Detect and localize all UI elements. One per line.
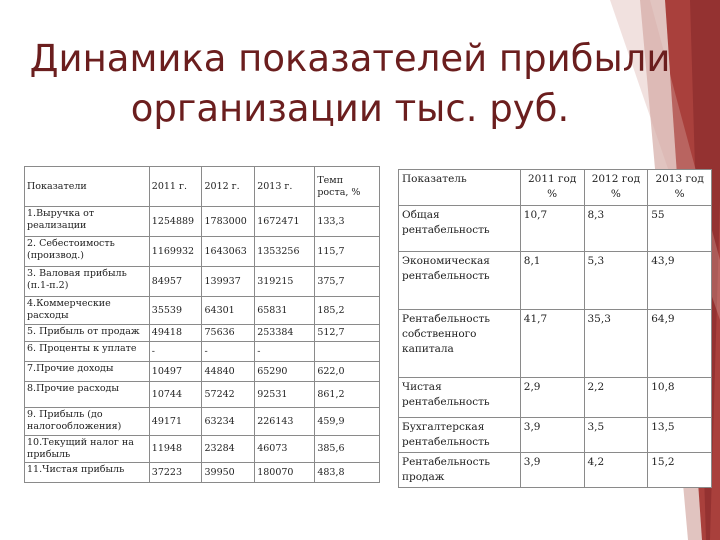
table-cell: 512,7 [315, 325, 380, 342]
table-cell: 5. Прибыль от продаж [25, 325, 150, 342]
table-cell: 43,9 [648, 252, 712, 310]
table-cell: 35,3 [584, 310, 648, 378]
table-cell: 64,9 [648, 310, 712, 378]
table-cell: 65290 [255, 362, 315, 382]
table-cell: 10,8 [648, 378, 712, 418]
table-cell: 1672471 [255, 207, 315, 237]
table-header-row [399, 170, 712, 206]
table-row [25, 297, 380, 325]
table-cell: 92531 [255, 382, 315, 408]
table-row [399, 378, 712, 418]
table-cell: 483,8 [315, 463, 380, 483]
table-header-cell: 2011 г. [149, 167, 202, 207]
table-cell: 622,0 [315, 362, 380, 382]
table-cell: 11948 [149, 436, 202, 463]
table-cell: 10744 [149, 382, 202, 408]
table-cell: 8,3 [584, 206, 648, 252]
table-cell: 2,2 [584, 378, 648, 418]
table-cell: 185,2 [315, 297, 380, 325]
table-cell: 10.Текущий налог на прибыль [25, 436, 150, 463]
table-cell: 180070 [255, 463, 315, 483]
table-row [25, 362, 380, 382]
table-cell: - [202, 342, 255, 362]
table-cell: Общая рентабельность [399, 206, 521, 252]
table-header-cell: Показатель [399, 170, 521, 206]
table-cell: 459,9 [315, 408, 380, 436]
table-row [25, 207, 380, 237]
table-cell [315, 342, 380, 362]
table-cell: 375,7 [315, 267, 380, 297]
page-title: Динамика показателей прибыли организации тыс. руб. [29, 37, 671, 130]
table-cell: 10,7 [520, 206, 584, 252]
table-cell: 1169932 [149, 237, 202, 267]
table-row [25, 408, 380, 436]
table-cell: 861,2 [315, 382, 380, 408]
table-cell: 2,9 [520, 378, 584, 418]
table-cell: 44840 [202, 362, 255, 382]
table-cell: 2. Себестоимость (производ.) [25, 237, 150, 267]
table-cell: Рентабельность продаж [399, 453, 521, 488]
table-cell: 1353256 [255, 237, 315, 267]
table-cell: 39950 [202, 463, 255, 483]
table-cell: 63234 [202, 408, 255, 436]
table-row [399, 418, 712, 453]
table-cell: 3,5 [584, 418, 648, 453]
table-row [25, 325, 380, 342]
table-cell: 133,3 [315, 207, 380, 237]
table-cell: 1254889 [149, 207, 202, 237]
table-cell: 10497 [149, 362, 202, 382]
table-cell: 226143 [255, 408, 315, 436]
table-header-cell: 2012 год % [584, 170, 648, 206]
table-cell: 5,3 [584, 252, 648, 310]
table-header-row [25, 167, 380, 207]
table-cell: 3,9 [520, 453, 584, 488]
table-cell: 15,2 [648, 453, 712, 488]
table-cell: 13,5 [648, 418, 712, 453]
table-cell: 23284 [202, 436, 255, 463]
table-cell: 57242 [202, 382, 255, 408]
table-cell: 8,1 [520, 252, 584, 310]
table-cell: 75636 [202, 325, 255, 342]
table-cell: Бухгалтерская рентабельность [399, 418, 521, 453]
table-cell: 3,9 [520, 418, 584, 453]
table-cell: 253384 [255, 325, 315, 342]
table-cell: 4.Коммерческие расходы [25, 297, 150, 325]
table-cell: 46073 [255, 436, 315, 463]
table-cell: 65831 [255, 297, 315, 325]
table-cell: 1783000 [202, 207, 255, 237]
table-cell: Чистая рентабельность [399, 378, 521, 418]
table-cell: Экономическая рентабельность [399, 252, 521, 310]
table-cell: 3. Валовая прибыль (п.1-п.2) [25, 267, 150, 297]
table-header-cell: 2012 г. [202, 167, 255, 207]
table-cell: 11.Чистая прибыль [25, 463, 150, 483]
table-cell: - [255, 342, 315, 362]
table-cell: 139937 [202, 267, 255, 297]
table-cell: 1643063 [202, 237, 255, 267]
table-cell: Рентабельность собственного капитала [399, 310, 521, 378]
table-row [25, 237, 380, 267]
table-row [399, 252, 712, 310]
table-cell: 1.Выручка от реализации [25, 207, 150, 237]
table-cell: 385,6 [315, 436, 380, 463]
table-cell: 64301 [202, 297, 255, 325]
table-cell: 49418 [149, 325, 202, 342]
table-header-cell: Темп роста, % [315, 167, 380, 207]
table-cell: 7.Прочие доходы [25, 362, 150, 382]
table-cell: 41,7 [520, 310, 584, 378]
profitability-table [398, 169, 712, 488]
table-cell: 55 [648, 206, 712, 252]
table-header-cell: Показатели [25, 167, 150, 207]
table-cell: 8.Прочие расходы [25, 382, 150, 408]
table-cell: 37223 [149, 463, 202, 483]
table-cell: 49171 [149, 408, 202, 436]
table-row [25, 267, 380, 297]
table-header-cell: 2013 г. [255, 167, 315, 207]
table-cell: 115,7 [315, 237, 380, 267]
table-cell: 9. Прибыль (до налогообложения) [25, 408, 150, 436]
table-cell: 84957 [149, 267, 202, 297]
table-row [25, 342, 380, 362]
table-header-cell: 2011 год % [520, 170, 584, 206]
table-row [399, 453, 712, 488]
table-header-cell: 2013 год % [648, 170, 712, 206]
table-row [399, 206, 712, 252]
table-cell: - [149, 342, 202, 362]
table-row [25, 436, 380, 463]
profit-table [24, 166, 380, 483]
table-cell: 35539 [149, 297, 202, 325]
table-cell: 6. Проценты к уплате [25, 342, 150, 362]
table-cell: 319215 [255, 267, 315, 297]
table-row [25, 463, 380, 483]
table-row [25, 382, 380, 408]
table-cell: 4,2 [584, 453, 648, 488]
table-row [399, 310, 712, 378]
